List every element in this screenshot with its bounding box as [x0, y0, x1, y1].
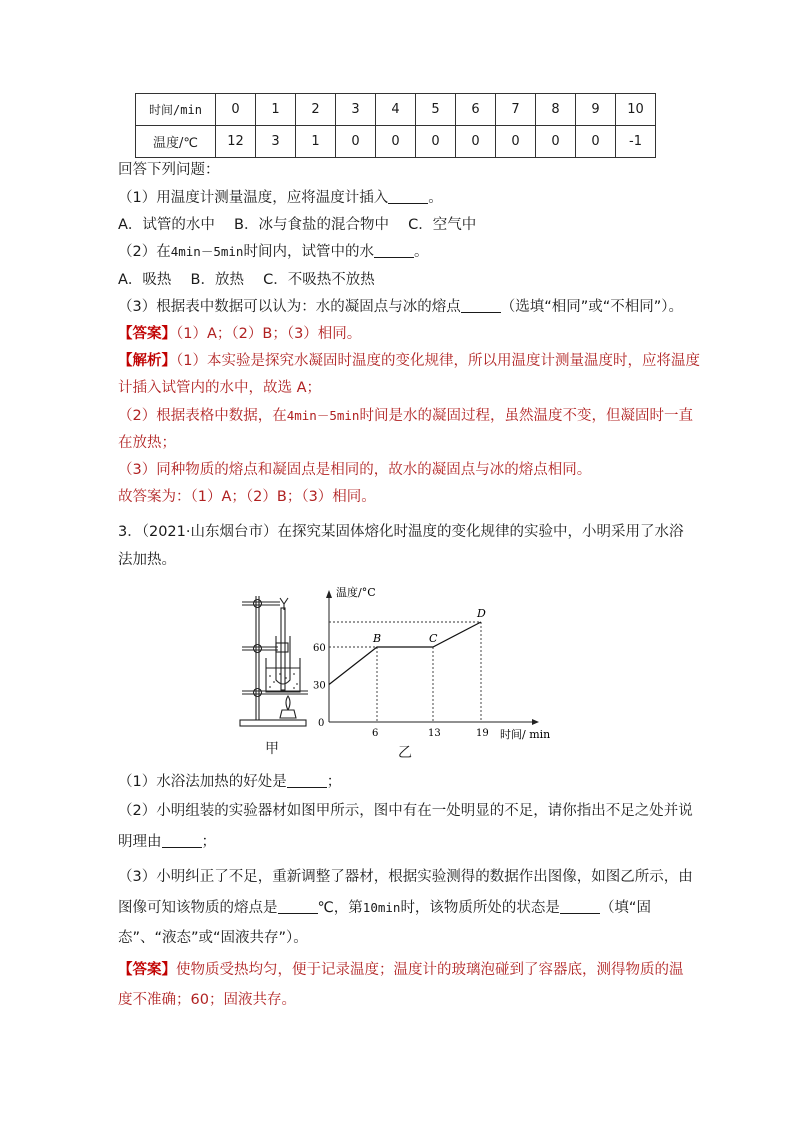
- analysis-tag: 【解析】: [118, 353, 176, 369]
- data-line: [329, 622, 481, 685]
- answer-text: （1）A；（2）B；（3）相同。: [176, 326, 362, 342]
- answer-blank: [278, 899, 318, 914]
- q2-answer: [118, 324, 361, 344]
- q3-part2-2: [118, 832, 216, 852]
- q2-final-answer: 故答案为：（1）A；（2）B；（3）相同。: [118, 489, 376, 505]
- analysis-text: （2）根据表格中数据，在: [118, 408, 287, 424]
- table-cell: 0: [456, 126, 496, 158]
- q2-intro: 回答下列问题：: [118, 162, 220, 178]
- q3-part3-time: 10min: [362, 900, 401, 915]
- q3-answer-2: 度不准确；60；固液共存。: [118, 992, 296, 1008]
- q3-part3-2: [118, 898, 651, 918]
- clamp-knob: [254, 600, 262, 608]
- table-cell: 3: [336, 94, 376, 126]
- clamp-knob: [254, 645, 262, 653]
- table-cell: 0: [576, 126, 616, 158]
- table-cell: 10: [616, 94, 656, 126]
- q2-part1-text: （1）用温度计测量温度，应将温度计插入: [118, 190, 389, 206]
- answer-blank: [560, 899, 600, 914]
- q3-part1: [118, 772, 341, 792]
- table-cell: 7: [496, 94, 536, 126]
- q3-part1-text: （1）水浴法加热的好处是: [118, 774, 287, 790]
- q2-part2-text-a: （2）在: [118, 244, 171, 260]
- analysis-range: 4min－5min: [286, 408, 360, 423]
- chart-axes: [326, 590, 539, 725]
- y-axis-label: 温度/°C: [336, 586, 376, 599]
- answer-blank: [374, 243, 414, 258]
- table-row: [136, 126, 656, 158]
- q2-part2-text-b: 时间内，试管中的水: [243, 244, 374, 260]
- answer-blank: [388, 189, 428, 204]
- analysis-text: 时间是水的凝固过程，虽然温度不变，但凝固时一直: [359, 408, 693, 424]
- beaker: [266, 658, 300, 692]
- q2-analysis-3: [118, 406, 693, 426]
- answer-blank: [162, 833, 202, 848]
- q3-stem-2: 法加热。: [118, 552, 176, 568]
- q3-stem-1: 3．（2021·山东烟台市）在探究某固体熔化时温度的变化规律的实验中，小明采用了水浴: [118, 524, 684, 540]
- table-cell: 6: [456, 94, 496, 126]
- origin-label: 0: [318, 718, 325, 729]
- q3-part2-1: （2）小明组装的实验器材如图甲所示，图中有在一处明显的不足，请你指出不足之处并说: [118, 803, 693, 819]
- q2-analysis-1: [118, 351, 700, 371]
- table-cell: 0: [416, 126, 456, 158]
- q2-part3-text: （3）根据表中数据可以认为：水的凝固点与冰的熔点: [118, 299, 461, 315]
- temperature-table: [135, 93, 656, 158]
- q2-part1: [118, 188, 443, 208]
- table-cell: 0: [336, 126, 376, 158]
- answer-tag: 【答案】: [118, 962, 176, 978]
- table-cell: 12: [216, 126, 256, 158]
- q2-part2: [118, 242, 428, 262]
- q3-part3-text: （填“固: [599, 900, 651, 916]
- q2-part3: [118, 297, 683, 317]
- q2-analysis-2: 计插入试管内的水中，故选 A；: [118, 380, 322, 396]
- table-header-temp: 温度/℃: [136, 126, 216, 158]
- table-cell: 2: [296, 94, 336, 126]
- answer-tag: 【答案】: [118, 326, 176, 342]
- q3-part3-1: （3）小明纠正了不足，重新调整了器材，根据实验测得的数据作出图像，如图乙所示，由: [118, 869, 693, 885]
- apparatus-figure: [236, 588, 325, 738]
- figure-caption-yi: 乙: [398, 745, 412, 761]
- q2-part1-options: A．试管的水中 B．冰与食盐的混合物中 C．空气中: [118, 217, 477, 233]
- table-cell: 0: [216, 94, 256, 126]
- q3-part3-text: ℃，第: [317, 900, 363, 916]
- table-cell: -1: [616, 126, 656, 158]
- q2-part2-range: 4min－5min: [170, 244, 244, 259]
- point-label: C: [429, 632, 438, 645]
- thermometer: [281, 608, 285, 690]
- q2-part2-options: A．吸热 B．放热 C．不吸热不放热: [118, 272, 375, 288]
- table-cell: 1: [296, 126, 336, 158]
- point-label: D: [477, 607, 486, 620]
- q3-part3-text: 图像可知该物质的熔点是: [118, 900, 278, 916]
- q2-part3-end: （选填“相同”或“不相同”）。: [500, 299, 684, 315]
- table-header-time: 时间/min: [136, 94, 216, 126]
- analysis-text: （1）本实验是探究水凝固时温度的变化规律，所以用温度计测量温度时，应将温度: [176, 353, 700, 369]
- q3-part2-end: ；: [201, 834, 216, 850]
- q3-part3-3: 态”、“液态”或“固液共存”）。: [118, 930, 308, 946]
- x-tick-label: 19: [476, 728, 489, 739]
- q3-part1-end: ；: [326, 774, 342, 790]
- alcohol-lamp: [280, 710, 296, 718]
- stand-base: [240, 720, 306, 726]
- answer-blank: [287, 773, 327, 788]
- x-tick-label: 6: [372, 728, 379, 739]
- answer-text: 使物质受热均匀，便于记录温度；温度计的玻璃泡碰到了容器底，测得物质的温: [176, 962, 684, 978]
- flame: [286, 696, 290, 710]
- point-label: B: [373, 632, 382, 645]
- table-cell: 0: [376, 126, 416, 158]
- table-cell: 3: [256, 126, 296, 158]
- y-tick-label: 60: [313, 643, 326, 654]
- table-cell: 1: [256, 94, 296, 126]
- q2-part1-end: 。: [428, 190, 443, 206]
- q3-part2-text: 明理由: [118, 834, 162, 850]
- q3-part3-text: 时，该物质所处的状态是: [400, 900, 560, 916]
- q2-part2-end: 。: [413, 244, 429, 260]
- table-cell: 0: [536, 126, 576, 158]
- x-tick-label: 13: [428, 728, 441, 739]
- table-cell: 9: [576, 94, 616, 126]
- table-cell: 8: [536, 94, 576, 126]
- melting-chart: [312, 580, 562, 750]
- x-axis-label: 时间/ min: [500, 728, 551, 741]
- table-row: [136, 94, 656, 126]
- table-cell: 0: [496, 126, 536, 158]
- answer-blank: [461, 298, 501, 313]
- figure-caption-jia: 甲: [265, 741, 279, 757]
- table-cell: 4: [376, 94, 416, 126]
- table-cell: 5: [416, 94, 456, 126]
- q2-analysis-4: 在放热；: [118, 435, 176, 451]
- ring-knob: [254, 689, 262, 697]
- q2-analysis-5: （3）同种物质的熔点和凝固点是相同的，故水的凝固点与冰的熔点相同。: [118, 462, 592, 478]
- q3-answer-1: [118, 960, 684, 980]
- y-tick-label: 30: [313, 680, 326, 692]
